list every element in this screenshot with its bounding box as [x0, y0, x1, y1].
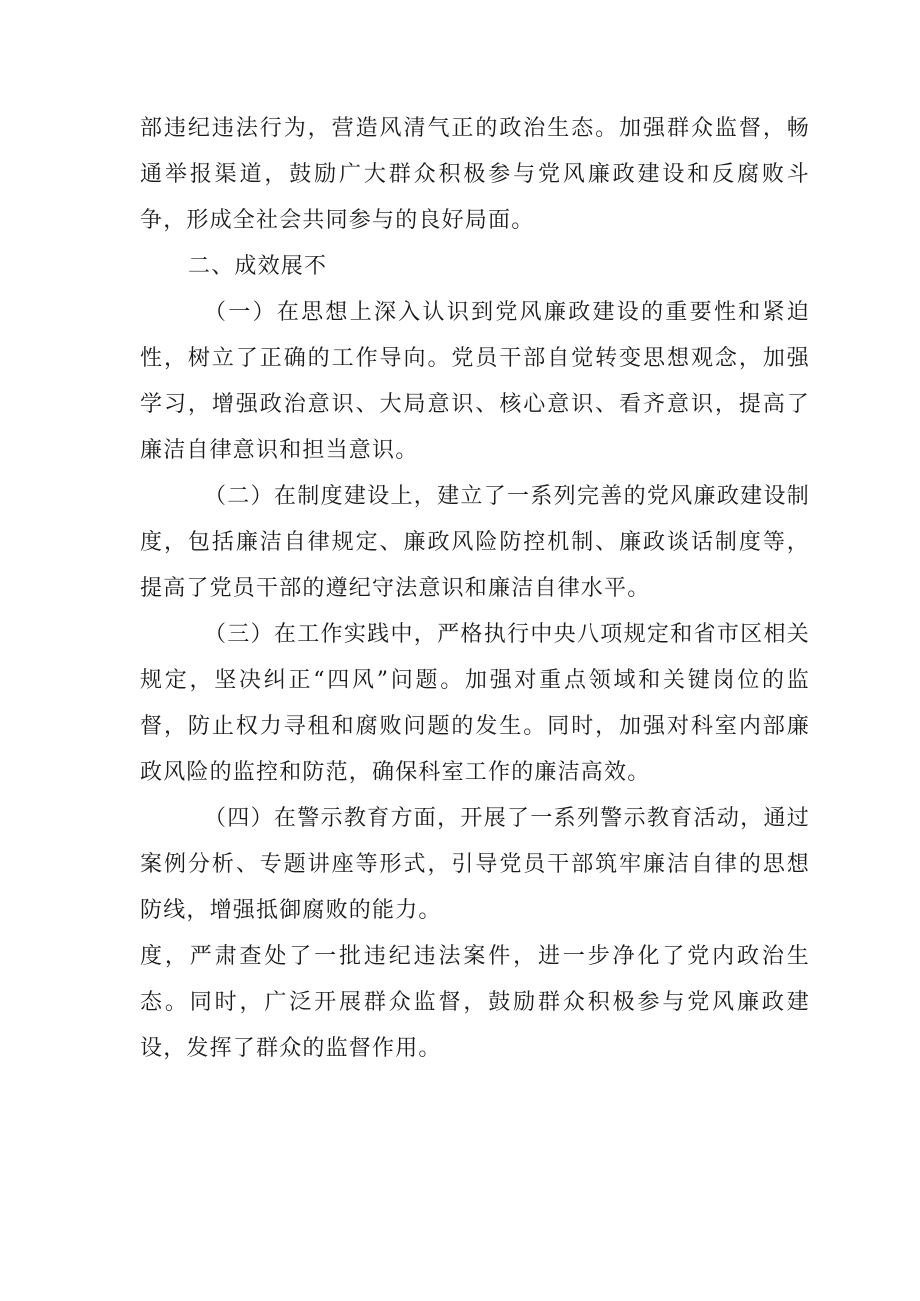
paragraph-item-1: （一）在思想上深入认识到党风廉政建设的重要性和紧迫性，树立了正确的工作导向。党员干部自觉转变思想观念，加强学习，增强政治意识、大局意识、核心意识、看齐意识，提高了廉洁自律意识和担当意识。 [140, 300, 810, 463]
paragraph-closing: 度，严肃查处了一批违纪违法案件，进一步净化了党内政治生态。同时，广泛开展群众监督，鼓励群众积极参与党风廉政建设，发挥了群众的监督作用。 [140, 944, 810, 1061]
section-heading: 二、成效展不 [188, 254, 328, 279]
paragraph-item-3: （三）在工作实践中，严格执行中央八项规定和省市区相关规定，坚决纠正“四风”问题。加强对重点领域和关键岗位的监督，防止权力寻租和腐败问题的发生。同时，加强对科室内部廉政风险的监控和防范，确保科室工作的廉洁高效。 [140, 622, 810, 785]
paragraph-item-2: （二）在制度建设上，建立了一系列完善的党风廉政建设制度，包括廉洁自律规定、廉政风险防控机制、廉政谈话制度等，提高了党员干部的遵纪守法意识和廉洁自律水平。 [140, 484, 810, 601]
paragraph-item-4: （四）在警示教育方面，开展了一系列警示教育活动，通过案例分析、专题讲座等形式，引导党员干部筑牢廉洁自律的思想防线，增强抵御腐败的能力。 [140, 806, 810, 923]
document-body [140, 106, 810, 1072]
paragraph-continuation: 部违纪违法行为，营造风清气正的政治生态。加强群众监督，畅通举报渠道，鼓励广大群众积极参与党风廉政建设和反腐败斗争，形成全社会共同参与的良好局面。 [140, 116, 810, 233]
